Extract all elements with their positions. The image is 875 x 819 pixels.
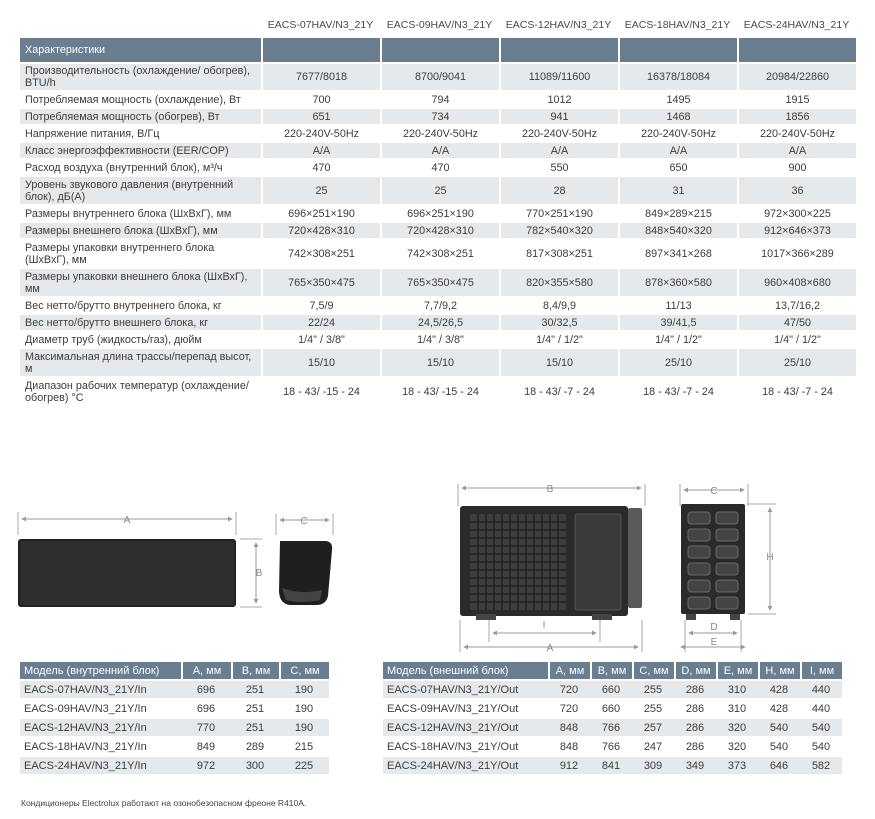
dimension-cell: 972 — [181, 757, 231, 776]
spec-value: 897×341×268 — [618, 240, 737, 269]
spec-value: 220-240V-50Hz — [737, 126, 856, 143]
dimension-cell: 257 — [632, 719, 674, 738]
dimension-cell: 190 — [279, 700, 329, 719]
spec-value: 550 — [499, 160, 618, 177]
spec-value: 18 - 43/ -15 - 24 — [261, 378, 380, 408]
spec-value: 24,5/26,5 — [380, 315, 499, 332]
spec-value: 1017×366×289 — [737, 240, 856, 269]
spec-value: 765×350×475 — [261, 269, 380, 298]
spec-value: 1/4" / 1/2" — [618, 332, 737, 349]
spec-value: 7,7/9,2 — [380, 298, 499, 315]
model-header: EACS-18HAV/N3_21Y — [624, 19, 731, 31]
dim-label-i: I — [542, 620, 546, 631]
indoor-unit-side — [276, 514, 333, 605]
spec-value: 817×308×251 — [499, 240, 618, 269]
table-row — [383, 700, 842, 719]
spec-value: 11089/11600 — [499, 64, 618, 92]
spec-value: 18 - 43/ -7 - 24 — [618, 378, 737, 408]
dimension-cell: 720 — [548, 681, 590, 700]
dim-label-c: C — [300, 516, 308, 527]
dimension-cell: 289 — [231, 738, 279, 757]
spec-value: 8,4/9,9 — [499, 298, 618, 315]
outdoor-column-header: D, мм — [674, 662, 716, 681]
dimension-cell: 255 — [632, 681, 674, 700]
spec-value: 651 — [261, 109, 380, 126]
spec-value: 1495 — [618, 92, 737, 109]
dim-label-e: E — [710, 637, 718, 648]
spec-value: 220-240V-50Hz — [261, 126, 380, 143]
spec-value: A/A — [618, 143, 737, 160]
spec-label: Размеры внешнего блока (ШхВхГ), мм — [20, 223, 261, 240]
model-cell: EACS-09HAV/N3_21Y/Out — [383, 700, 548, 719]
dimension-cell: 660 — [590, 681, 632, 700]
spec-value: 15/10 — [261, 349, 380, 378]
spec-value: 25/10 — [618, 349, 737, 378]
dimension-cell: 190 — [279, 719, 329, 738]
spec-value: 1/4" / 3/8" — [380, 332, 499, 349]
spec-label: Производительность (охлаждение/ обогрев), BTU/h — [20, 64, 261, 92]
spec-label: Потребляемая мощность (обогрев), Вт — [20, 109, 261, 126]
spec-label: Размеры упаковки внешнего блока (ШхВхГ), мм — [20, 269, 261, 298]
spec-value: 25 — [261, 177, 380, 206]
spec-value: 696×251×190 — [261, 206, 380, 223]
spec-value: 16378/18084 — [618, 64, 737, 92]
indoor-column-header: B, мм — [231, 662, 279, 681]
spec-value: 18 - 43/ -7 - 24 — [499, 378, 618, 408]
dimension-cell: 696 — [181, 700, 231, 719]
dimension-cell: 770 — [181, 719, 231, 738]
spec-value: 972×300×225 — [737, 206, 856, 223]
spec-value: 25/10 — [737, 349, 856, 378]
indoor-column-header: Модель (внутренний блок) — [20, 662, 181, 681]
dimension-cell: 320 — [716, 719, 758, 738]
dimension-cell: 646 — [758, 757, 800, 776]
spec-value: 22/24 — [261, 315, 380, 332]
dim-label-c-out: C — [710, 486, 718, 497]
dimension-cell: 251 — [231, 700, 279, 719]
table-row — [20, 719, 329, 738]
spec-value: 848×540×320 — [618, 223, 737, 240]
spec-value: 765×350×475 — [380, 269, 499, 298]
dimension-cell: 766 — [590, 719, 632, 738]
model-cell: EACS-07HAV/N3_21Y/In — [20, 681, 181, 700]
outdoor-column-header: A, мм — [548, 662, 590, 681]
spec-value: 1/4" / 1/2" — [737, 332, 856, 349]
spec-value: 700 — [261, 92, 380, 109]
dimension-cell: 582 — [800, 757, 842, 776]
model-header: EACS-09HAV/N3_21Y — [386, 19, 493, 31]
spec-label: Класс энергоэффективности (EER/COP) — [20, 143, 261, 160]
dimension-cell: 190 — [279, 681, 329, 700]
dimension-cell: 440 — [800, 700, 842, 719]
outdoor-column-header: Модель (внешний блок) — [383, 662, 548, 681]
spec-value: 941 — [499, 109, 618, 126]
dimension-cell: 286 — [674, 719, 716, 738]
spec-value: 720×428×310 — [380, 223, 499, 240]
spec-value: 742×308×251 — [261, 240, 380, 269]
spec-value: 820×355×580 — [499, 269, 618, 298]
spec-value: 849×289×215 — [618, 206, 737, 223]
indoor-column-header: A, мм — [181, 662, 231, 681]
dimension-cell: 848 — [548, 738, 590, 757]
spec-value: 15/10 — [499, 349, 618, 378]
dim-label-h: H — [766, 552, 774, 563]
table-row — [20, 700, 329, 719]
table-row — [20, 738, 329, 757]
spec-value: 734 — [380, 109, 499, 126]
table-row — [383, 681, 842, 700]
spec-value: 470 — [261, 160, 380, 177]
model-cell: EACS-18HAV/N3_21Y/In — [20, 738, 181, 757]
spec-value: 770×251×190 — [499, 206, 618, 223]
footnote: Кондиционеры Electrolux работают на озонобезопасном фреоне R410A. — [21, 798, 307, 808]
spec-label: Диапазон рабочих температур (охлаждение/обогрев) °С — [20, 378, 261, 408]
indoor-dimensions-table — [20, 662, 329, 776]
dimension-cell: 373 — [716, 757, 758, 776]
outdoor-unit-front — [458, 484, 645, 654]
dimension-cell: 251 — [231, 681, 279, 700]
dimension-cell: 849 — [181, 738, 231, 757]
spec-label: Расход воздуха (внутренний блок), м³/ч — [20, 160, 261, 177]
spec-value: 720×428×310 — [261, 223, 380, 240]
spec-value: 742×308×251 — [380, 240, 499, 269]
dimension-cell: 300 — [231, 757, 279, 776]
dim-label-b: B — [255, 568, 263, 579]
spec-value: 220-240V-50Hz — [618, 126, 737, 143]
dim-label-a-out: A — [546, 643, 554, 654]
spec-value: 1468 — [618, 109, 737, 126]
dimension-cell: 349 — [674, 757, 716, 776]
table-row — [20, 681, 329, 700]
dimension-cell: 286 — [674, 700, 716, 719]
outdoor-column-header: H, мм — [758, 662, 800, 681]
spec-value: 470 — [380, 160, 499, 177]
spec-value: 36 — [737, 177, 856, 206]
spec-value: 20984/22860 — [737, 64, 856, 92]
spec-label: Уровень звукового давления (внутренний блок), дБ(А) — [20, 177, 261, 206]
dimension-cell: 247 — [632, 738, 674, 757]
model-header: EACS-24HAV/N3_21Y — [743, 19, 850, 31]
spec-value: 782×540×320 — [499, 223, 618, 240]
model-cell: EACS-24HAV/N3_21Y/In — [20, 757, 181, 776]
dimension-cell: 766 — [590, 738, 632, 757]
spec-value: 28 — [499, 177, 618, 206]
table-row — [383, 719, 842, 738]
spec-value: 15/10 — [380, 349, 499, 378]
dimension-cell: 696 — [181, 681, 231, 700]
spec-value: 1915 — [737, 92, 856, 109]
dimension-cell: 912 — [548, 757, 590, 776]
spec-value: 650 — [618, 160, 737, 177]
outdoor-dimensions-table — [383, 662, 842, 776]
spec-value: 30/32,5 — [499, 315, 618, 332]
dimension-cell: 540 — [758, 719, 800, 738]
outdoor-column-header: C, мм — [632, 662, 674, 681]
dim-label-a: A — [123, 515, 131, 526]
dim-label-b-out: B — [546, 484, 554, 495]
dimension-cell: 286 — [674, 738, 716, 757]
dimension-cell: 660 — [590, 700, 632, 719]
spec-value: 220-240V-50Hz — [499, 126, 618, 143]
spec-value: 25 — [380, 177, 499, 206]
spec-label: Вес нетто/брутто внутреннего блока, кг — [20, 298, 261, 315]
spec-label: Максимальная длина трассы/перепад высот, м — [20, 349, 261, 378]
spec-value: A/A — [737, 143, 856, 160]
spec-value: A/A — [380, 143, 499, 160]
dimension-cell: 440 — [800, 681, 842, 700]
indoor-column-header: C, мм — [279, 662, 329, 681]
spec-value: 8700/9041 — [380, 64, 499, 92]
model-cell: EACS-18HAV/N3_21Y/Out — [383, 738, 548, 757]
model-cell: EACS-24HAV/N3_21Y/Out — [383, 757, 548, 776]
dimension-cell: 720 — [548, 700, 590, 719]
specs-header: Характеристики — [20, 38, 261, 64]
dimension-cell: 841 — [590, 757, 632, 776]
outdoor-unit-side — [680, 484, 776, 652]
model-header: EACS-12HAV/N3_21Y — [505, 19, 612, 31]
dimension-cell: 540 — [800, 738, 842, 757]
spec-value: 39/41,5 — [618, 315, 737, 332]
dimension-cell: 428 — [758, 681, 800, 700]
outdoor-column-header: I, мм — [800, 662, 842, 681]
table-row — [383, 738, 842, 757]
spec-value: 31 — [618, 177, 737, 206]
dimension-cell: 540 — [758, 738, 800, 757]
spec-value: 1012 — [499, 92, 618, 109]
table-row — [383, 757, 842, 776]
spec-value: 18 - 43/ -15 - 24 — [380, 378, 499, 408]
spec-value: 878×360×580 — [618, 269, 737, 298]
indoor-unit-front — [18, 512, 263, 607]
dimension-cell: 225 — [279, 757, 329, 776]
spec-value: 794 — [380, 92, 499, 109]
dimension-cell: 320 — [716, 738, 758, 757]
dimension-cell: 310 — [716, 681, 758, 700]
spec-label: Размеры упаковки внутреннего блока (ШхВхГ), мм — [20, 240, 261, 269]
spec-value: 7677/8018 — [261, 64, 380, 92]
dimension-cell: 428 — [758, 700, 800, 719]
spec-value: 1/4" / 3/8" — [261, 332, 380, 349]
model-cell: EACS-09HAV/N3_21Y/In — [20, 700, 181, 719]
model-header: EACS-07HAV/N3_21Y — [267, 19, 374, 31]
dimension-cell: 251 — [231, 719, 279, 738]
spec-value: 18 - 43/ -7 - 24 — [737, 378, 856, 408]
model-cell: EACS-12HAV/N3_21Y/In — [20, 719, 181, 738]
table-row — [20, 757, 329, 776]
dimension-cell: 255 — [632, 700, 674, 719]
spec-label: Размеры внутреннего блока (ШхВхГ), мм — [20, 206, 261, 223]
spec-value: 960×408×680 — [737, 269, 856, 298]
spec-value: 1856 — [737, 109, 856, 126]
model-cell: EACS-12HAV/N3_21Y/Out — [383, 719, 548, 738]
spec-label: Вес нетто/брутто внешнего блока, кг — [20, 315, 261, 332]
indoor-header-row — [20, 662, 329, 681]
spec-value: 900 — [737, 160, 856, 177]
dimension-cell: 309 — [632, 757, 674, 776]
spec-value: 13,7/16,2 — [737, 298, 856, 315]
spec-value: 912×646×373 — [737, 223, 856, 240]
spec-value: 220-240V-50Hz — [380, 126, 499, 143]
spec-label: Диаметр труб (жидкость/газ), дюйм — [20, 332, 261, 349]
dimension-cell: 310 — [716, 700, 758, 719]
spec-value: 1/4" / 1/2" — [499, 332, 618, 349]
dimension-cell: 540 — [800, 719, 842, 738]
outdoor-column-header: B, мм — [590, 662, 632, 681]
outdoor-column-header: E, мм — [716, 662, 758, 681]
dim-label-d: D — [710, 622, 718, 633]
spec-value: 696×251×190 — [380, 206, 499, 223]
dimension-cell: 848 — [548, 719, 590, 738]
dimension-cell: 215 — [279, 738, 329, 757]
dimension-cell: 286 — [674, 681, 716, 700]
spec-value: 11/13 — [618, 298, 737, 315]
outdoor-header-row — [383, 662, 842, 681]
spec-value: A/A — [261, 143, 380, 160]
spec-label: Напряжение питания, В/Гц — [20, 126, 261, 143]
spec-label: Потребляемая мощность (охлаждение), Вт — [20, 92, 261, 109]
spec-value: A/A — [499, 143, 618, 160]
spec-value: 7,5/9 — [261, 298, 380, 315]
model-cell: EACS-07HAV/N3_21Y/Out — [383, 681, 548, 700]
spec-value: 47/50 — [737, 315, 856, 332]
